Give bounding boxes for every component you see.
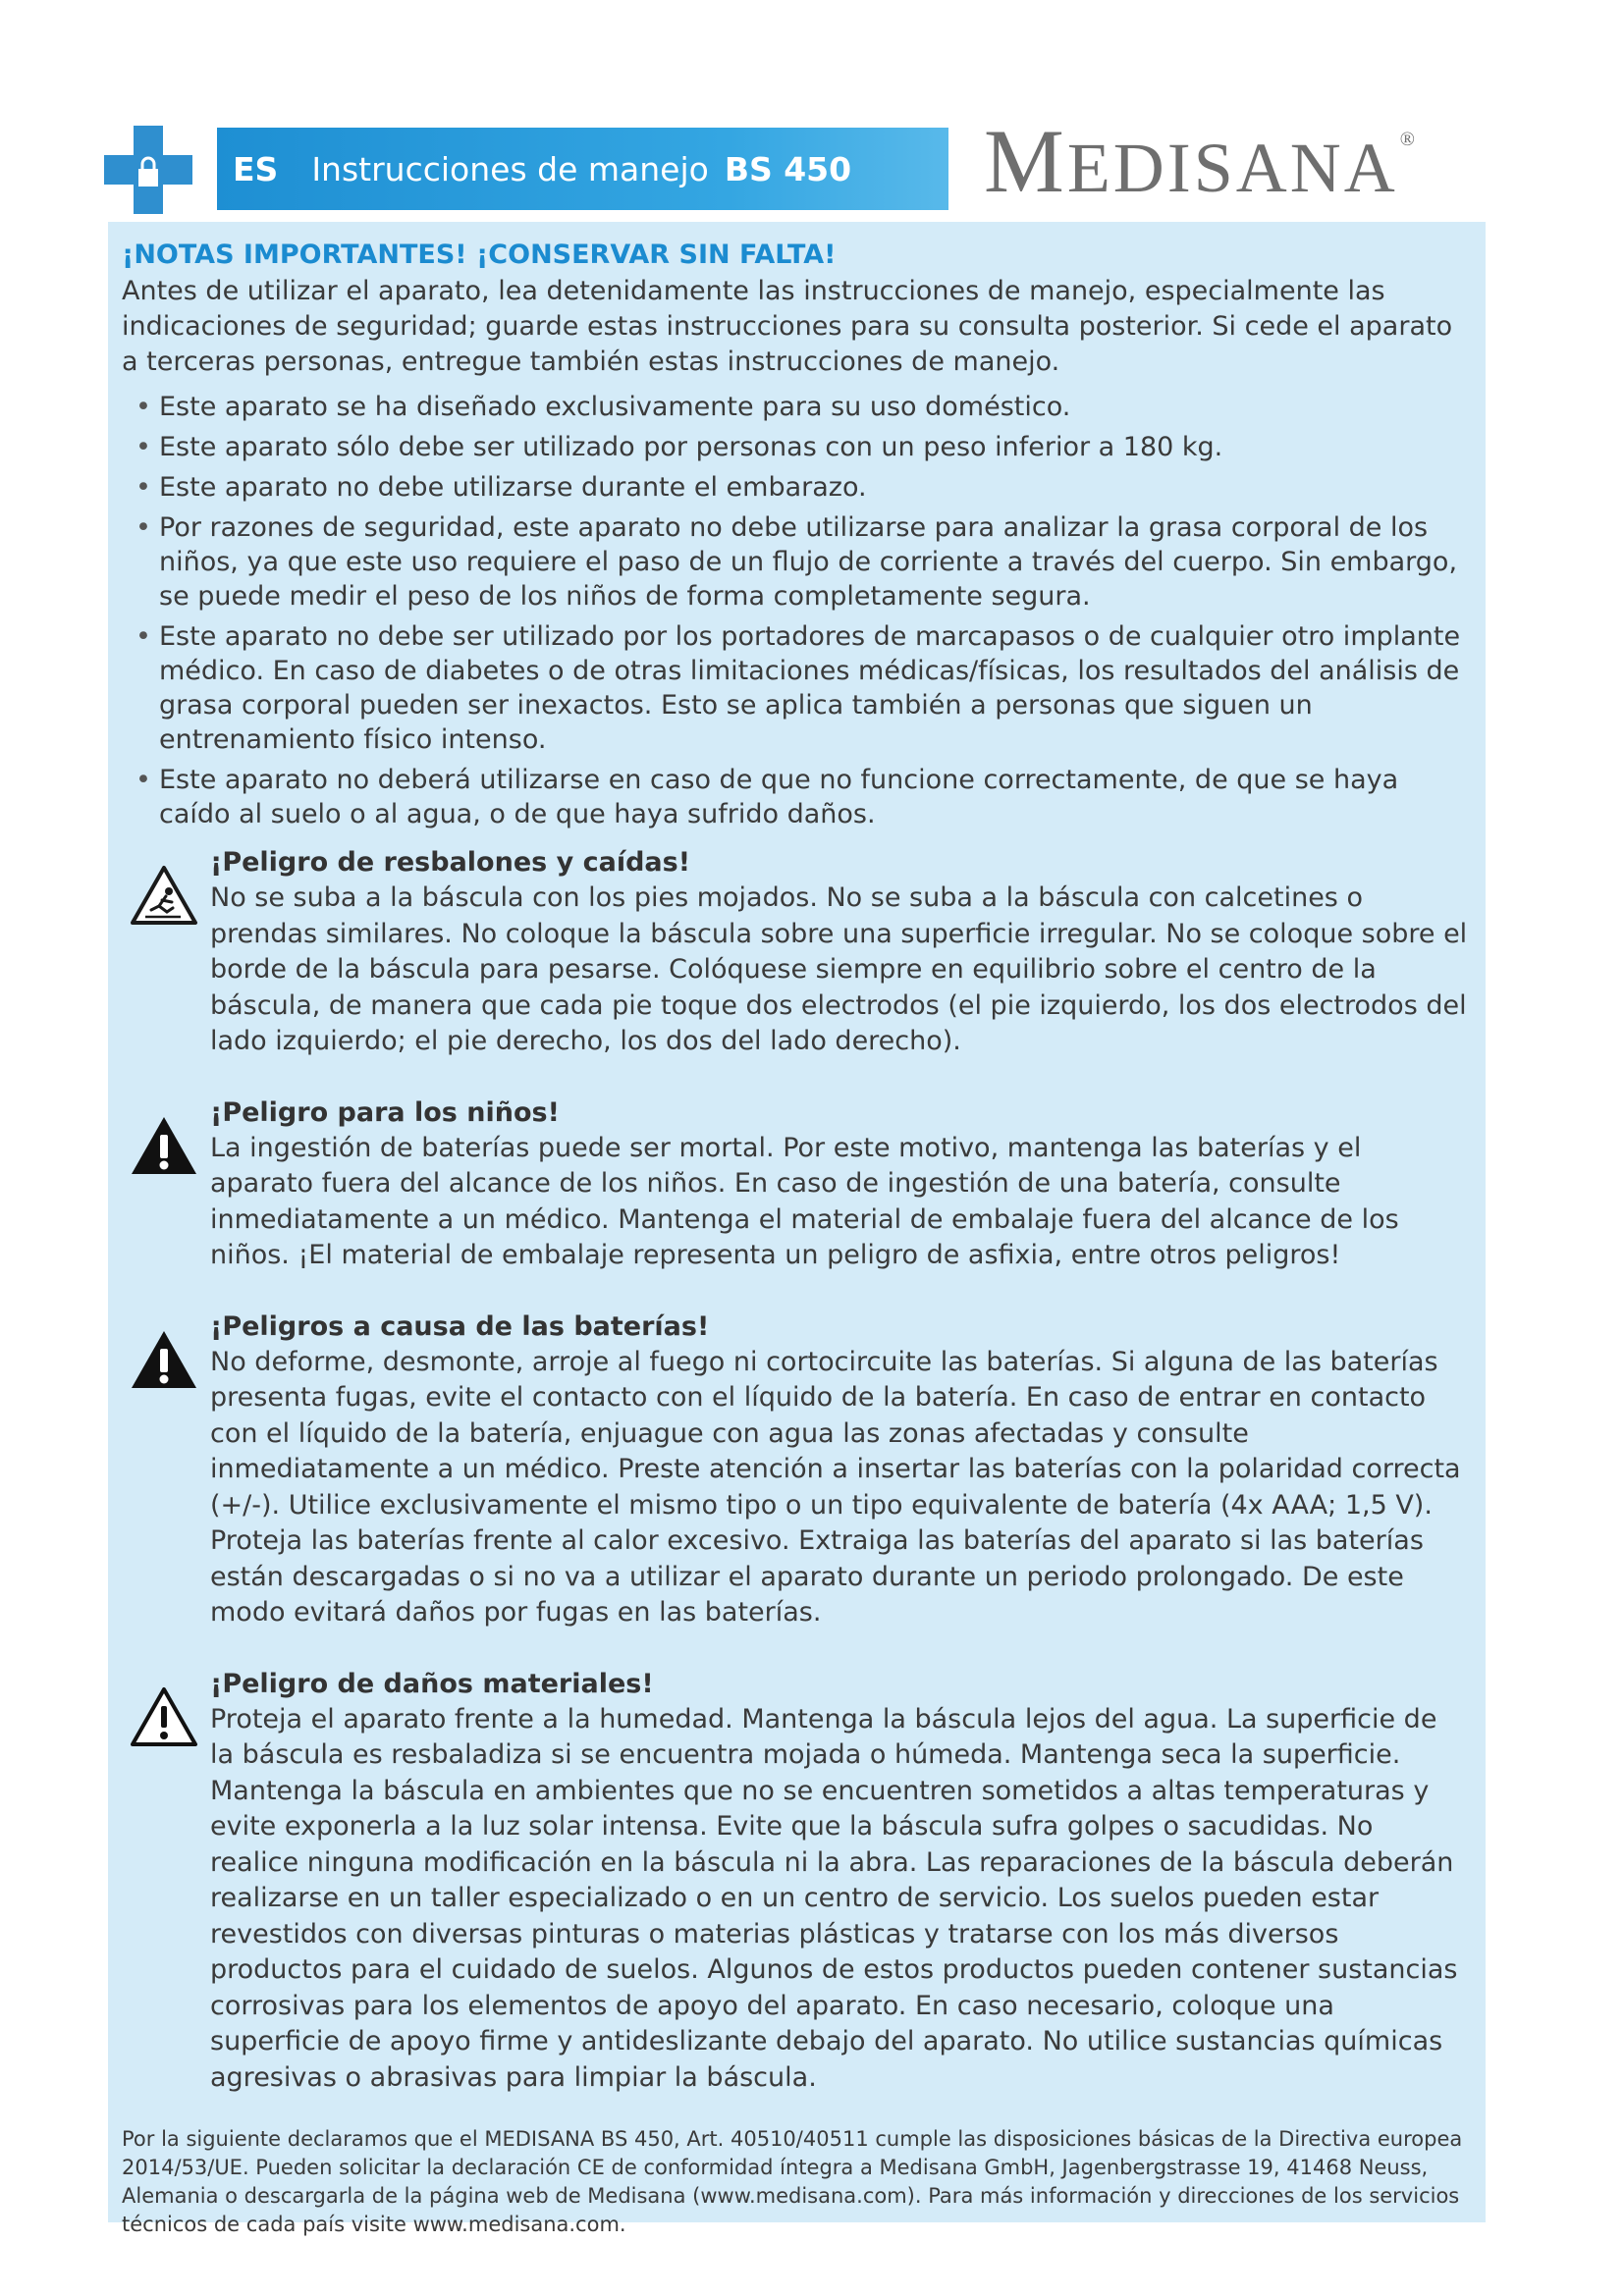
danger-exclamation-icon [130,1115,198,1176]
warning-title: ¡Peligros a causa de las baterías! [210,1310,710,1342]
warning-text: La ingestión de baterías puede ser mortal. Por este motivo, mantenga las baterías y el aparato fuera del alcance de los niños. En caso de ingestión de una batería, consulte inmediatamente a un médico. Mantenga el material de embalaje fuera del alcance de los niños. ¡El material de embalaje representa un peligro de asfixia, entre otros peligros! [210,1132,1399,1270]
warning-material-damage [122,1667,1468,2097]
list-item: • Este aparato se ha diseñado exclusivamente para su uso doméstico. [135,390,1468,424]
conformity-declaration: Por la siguiente declaramos que el MEDISANA BS 450, Art. 40510/40511 cumple las disposiciones básicas de la Directiva europea 2014/53/UE. Pueden solicitar la declaración CE de conformidad íntegra a Medisana GmbH, Jagenbergstrasse 19, 41468 Neuss, Alemania o descargarla de la página web de Medisana (www.medisana.com). Para más información y direcciones de los servicios técnicos de cada país visite www.medisana.com. [122,2127,1463,2236]
brand-name: MEDISANA [984,111,1398,211]
slip-hazard-icon [130,865,198,926]
header-banner [217,128,948,210]
warning-text: No se suba a la báscula con los pies mojados. No se suba a la báscula con calcetines o prendas similares. No coloque la báscula sobre una superficie irregular. No se coloque sobre el borde de la báscula para pesarse. Colóquese siempre en equilibrio sobre el centro de la báscula, de manera que cada pie toque dos electrodos (el pie izquierdo, los dos electrodos del lado izquierdo; el pie derecho, los dos del lado derecho). [210,882,1468,1056]
intro-paragraph: Antes de utilizar el aparato, lea detenidamente las instrucciones de manejo, especialmente las indicaciones de seguridad; guarde estas instrucciones para su consulta posterior. Si cede el aparato a terceras personas, entregue también estas instrucciones de manejo. [122,276,1453,377]
warning-title: ¡Peligro de daños materiales! [210,1668,654,1699]
document-title: Instrucciones de manejo [311,149,709,188]
warning-title: ¡Peligro de resbalones y caídas! [210,847,691,878]
warning-batteries [122,1309,1468,1631]
list-item: • Por razones de seguridad, este aparato no debe utilizarse para analizar la grasa corporal de los niños, ya que este uso requiere el paso de un flujo de corriente a través del cuerpo. Sin embargo, se puede medir el peso de los niños de forma completamente segura. [135,510,1468,614]
danger-exclamation-icon [130,1329,198,1390]
warning-title: ¡Peligro para los niños! [210,1096,560,1128]
warning-children [122,1095,1468,1274]
list-item: • Este aparato no debe ser utilizado por los portadores de marcapasos o de cualquier otro implante médico. En caso de diabetes o de otras limitaciones médicas/físicas, los resultados del análisis de grasa corporal pueden ser inexactos. Esto se aplica también a personas que siguen un entrenamiento físico intenso. [135,619,1468,757]
important-notes-heading: ¡NOTAS IMPORTANTES! ¡CONSERVAR SIN FALTA! [122,240,837,270]
content-panel [108,222,1486,2236]
safety-bullet-list [122,390,1468,831]
warning-slip-fall [122,845,1468,1060]
list-item: • Este aparato no deberá utilizarse en caso de que no funcione correctamente, de que se haya caído al suelo o al agua, o de que haya sufrido daños. [135,763,1468,831]
list-item: • Este aparato sólo debe ser utilizado por personas con un peso inferior a 180 kg. [135,430,1468,464]
caution-outline-icon [130,1686,198,1747]
warning-text: Proteja el aparato frente a la humedad. Mantenga la báscula lejos del agua. La superficie de la báscula es resbaladiza si se encuentra mojada o húmeda. Mantenga seca la superficie. Mantenga la báscula en ambientes que no se encuentren sometidos a altas temperaturas y evite exponerla a la luz solar intensa. Evite que la báscula sufra golpes o sacudidas. No realice ninguna modificación en la báscula ni la abra. Las reparaciones de la báscula deberán realizarse en un taller especializado o en un centro de servicio. Los suelos pueden estar revestidos con diversas pinturas o materias plásticas y tratarse con los más diversos productos para el cuidado de suelos. Algunos de estos productos pueden contener sustancias corrosivas para los elementos de apoyo del aparato. En caso necesario, coloque una superficie de apoyo firme y antideslizante debajo del aparato. No utilice sustancias químicas agresivas o abrasivas para limpiar la báscula. [210,1703,1458,2093]
medisana-cross-logo [104,126,192,214]
language-code: ES [233,149,279,188]
registered-mark: ® [1399,129,1418,150]
list-item: • Este aparato no debe utilizarse durante el embarazo. [135,470,1468,505]
brand-logo [984,111,1418,211]
model-number: BS 450 [724,149,852,188]
warning-text: No deforme, desmonte, arroje al fuego ni cortocircuite las baterías. Si alguna de las baterías presenta fugas, evite el contacto con el líquido de la batería. En caso de entrar en contacto con el líquido de la batería, enjuague con agua las zonas afectadas y consulte inmediatamente a un médico. Preste atención a insertar las baterías con la polaridad correcta (+/-). Utilice exclusivamente el mismo tipo o un tipo equivalente de batería (4x AAA; 1,5 V). Proteja las baterías frente al calor excesivo. Extraiga las baterías del aparato si las baterías están descargadas o si no va a utilizar el aparato durante un periodo prolongado. De este modo evitará daños por fugas en las baterías. [210,1346,1461,1628]
